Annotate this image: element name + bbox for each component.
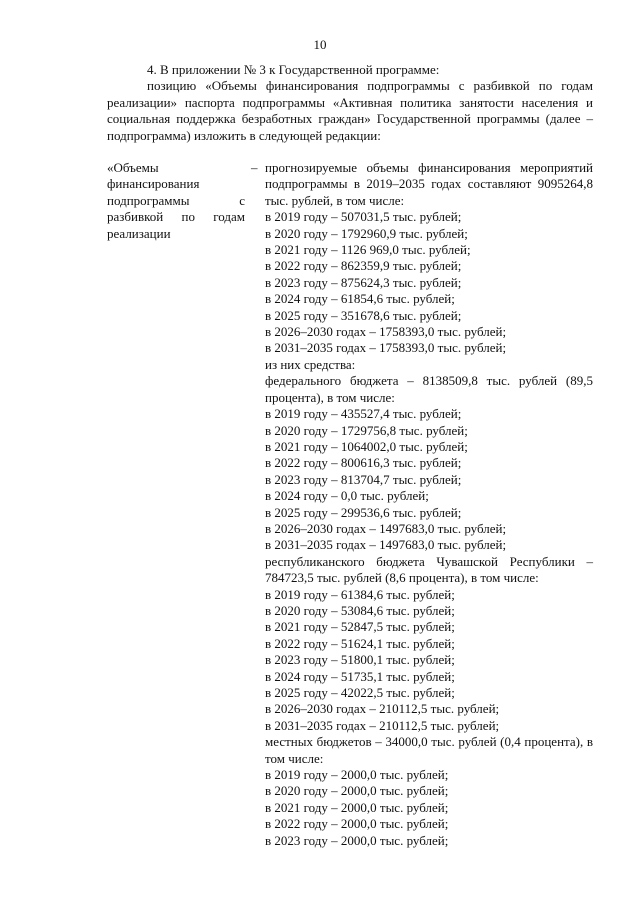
local-year-item: в 2022 году – 2000,0 тыс. рублей; — [265, 816, 449, 832]
table-right-content — [265, 160, 593, 849]
federal-year-item: в 2022 году – 800616,3 тыс. рублей; — [265, 455, 462, 471]
page-number: 10 — [313, 37, 327, 52]
republic-year-item: в 2026–2030 годах – 210112,5 тыс. рублей; — [265, 701, 500, 717]
republic-year-item: в 2019 году – 61384,6 тыс. рублей; — [265, 586, 455, 602]
republic-years-list — [265, 587, 593, 735]
total-year-item: в 2021 году – 1126 969,0 тыс. рублей; — [265, 242, 471, 258]
total-years-list — [265, 209, 593, 357]
local-year-item: в 2023 году – 2000,0 тыс. рублей; — [265, 832, 449, 848]
federal-year-item: в 2021 году – 1064002,0 тыс. рублей; — [265, 438, 468, 454]
federal-year-item: в 2020 году – 1729756,8 тыс. рублей; — [265, 422, 468, 438]
intro-text: позицию «Объемы финансирования подпрограммы с разбивкой по годам реализации» паспорта подпрограммы «Активная политика занятости населения и социальная поддержка безработных граждан» Государственной программы (далее – подпрограмма) изложить в следующей редакции: — [107, 78, 593, 143]
total-year-item: в 2025 году – 351678,6 тыс. рублей; — [265, 307, 462, 323]
republic-year-item: в 2031–2035 годах – 210112,5 тыс. рублей; — [265, 717, 500, 733]
total-year-item: в 2020 году – 1792960,9 тыс. рублей; — [265, 225, 468, 241]
local-years-list — [265, 767, 593, 849]
of-which-label: из них средства: — [265, 356, 356, 372]
federal-year-item: в 2031–2035 годах – 1497683,0 тыс. рублей; — [265, 537, 507, 553]
local-intro: местных бюджетов – 34000,0 тыс. рублей (0,4 процента), в том числе: — [265, 734, 593, 766]
republic-year-item: в 2021 году – 52847,5 тыс. рублей; — [265, 619, 455, 635]
local-year-item: в 2020 году – 2000,0 тыс. рублей; — [265, 783, 449, 799]
table-dash: – — [251, 160, 258, 175]
federal-year-item: в 2024 году – 0,0 тыс. рублей; — [265, 488, 429, 504]
intro-point: 4. В приложении № 3 к Государственной программе: — [147, 62, 440, 77]
republic-year-item: в 2023 году – 51800,1 тыс. рублей; — [265, 652, 455, 668]
total-year-item: в 2024 году – 61854,6 тыс. рублей; — [265, 291, 455, 307]
federal-year-item: в 2026–2030 годах – 1497683,0 тыс. рублей; — [265, 520, 507, 536]
federal-years-list — [265, 406, 593, 554]
republic-year-item: в 2024 году – 51735,1 тыс. рублей; — [265, 668, 455, 684]
total-year-item: в 2023 году – 875624,3 тыс. рублей; — [265, 274, 462, 290]
local-year-item: в 2021 году – 2000,0 тыс. рублей; — [265, 799, 449, 815]
republic-year-item: в 2025 году – 42022,5 тыс. рублей; — [265, 685, 455, 700]
total-year-item: в 2031–2035 годах – 1758393,0 тыс. рублей; — [265, 340, 507, 356]
federal-year-item: в 2025 году – 299536,6 тыс. рублей; — [265, 504, 462, 520]
republic-year-item: в 2022 году – 51624,1 тыс. рублей; — [265, 635, 455, 651]
local-year-item: в 2019 году – 2000,0 тыс. рублей; — [265, 767, 449, 783]
table-left-label: «Объемы финансирования подпрограммы с разбивкой по годам реализации — [107, 160, 245, 241]
republic-year-item: в 2020 году – 53084,6 тыс. рублей; — [265, 602, 455, 618]
intro-section — [107, 62, 593, 144]
federal-year-item: в 2019 году – 435527,4 тыс. рублей; — [265, 406, 462, 422]
total-year-item: в 2026–2030 годах – 1758393,0 тыс. рублей; — [265, 324, 507, 340]
total-intro: прогнозируемые объемы финансирования мероприятий подпрограммы в 2019–2035 годах составляют 9095264,8 тыс. рублей, в том числе: — [265, 160, 593, 208]
federal-year-item: в 2023 году – 813704,7 тыс. рублей; — [265, 471, 462, 487]
total-year-item: в 2019 году – 507031,5 тыс. рублей; — [265, 209, 462, 225]
total-year-item: в 2022 году – 862359,9 тыс. рублей; — [265, 258, 462, 274]
republic-intro: республиканского бюджета Чувашской Республики – 784723,5 тыс. рублей (8,6 процента), в том числе: — [265, 553, 593, 586]
federal-intro: федерального бюджета – 8138509,8 тыс. рублей (89,5 процента), в том числе: — [265, 373, 593, 405]
